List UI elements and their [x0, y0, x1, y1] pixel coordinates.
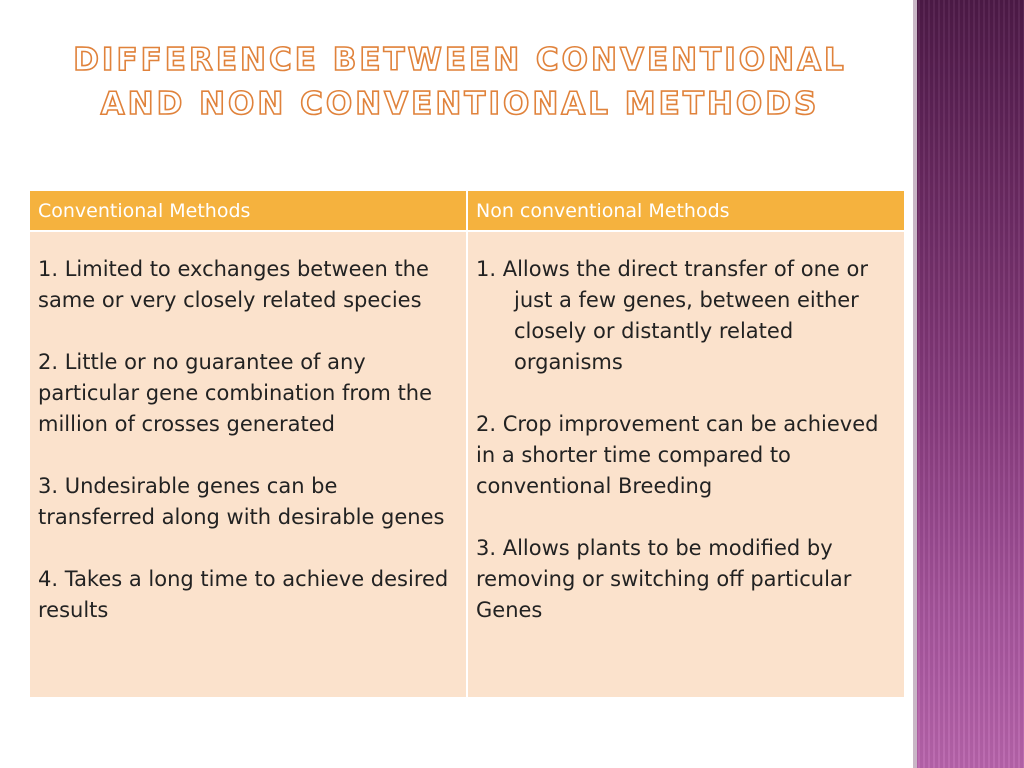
slide-title-line-1: DIFFERENCE BETWEEN CONVENTIONAL	[73, 42, 847, 78]
header-conventional-methods: Conventional Methods	[29, 190, 467, 231]
conventional-methods-cell	[29, 231, 467, 698]
slide-title	[40, 38, 880, 126]
header-non-conventional-methods: Non conventional Methods	[467, 190, 905, 231]
non-conventional-methods-cell	[467, 231, 905, 698]
decorative-side-band	[913, 0, 1024, 768]
non-conventional-item-3: 3. Allows plants to be modified by removing or switching off particular Genes	[476, 536, 852, 622]
conventional-item-2: 2. Little or no guarantee of any particular gene combination from the million of crosses generated	[38, 350, 433, 436]
non-conventional-item-2: 2. Crop improvement can be achieved in a shorter time compared to conventional Breeding	[476, 412, 879, 498]
table-row	[29, 231, 905, 698]
non-conventional-item-1: 1. Allows the direct transfer of one or just a few genes, between either closely or distantly related organisms	[476, 257, 868, 374]
slide-title-line-2: AND NON CONVENTIONAL METHODS	[100, 86, 820, 122]
side-band-edge	[913, 0, 917, 768]
table-header-row	[29, 190, 905, 231]
conventional-item-4: 4. Takes a long time to achieve desired results	[38, 567, 449, 622]
conventional-item-3: 3. Undesirable genes can be transferred along with desirable genes	[38, 474, 445, 529]
comparison-table	[28, 189, 906, 699]
conventional-item-1: 1. Limited to exchanges between the same or very closely related species	[38, 257, 429, 312]
